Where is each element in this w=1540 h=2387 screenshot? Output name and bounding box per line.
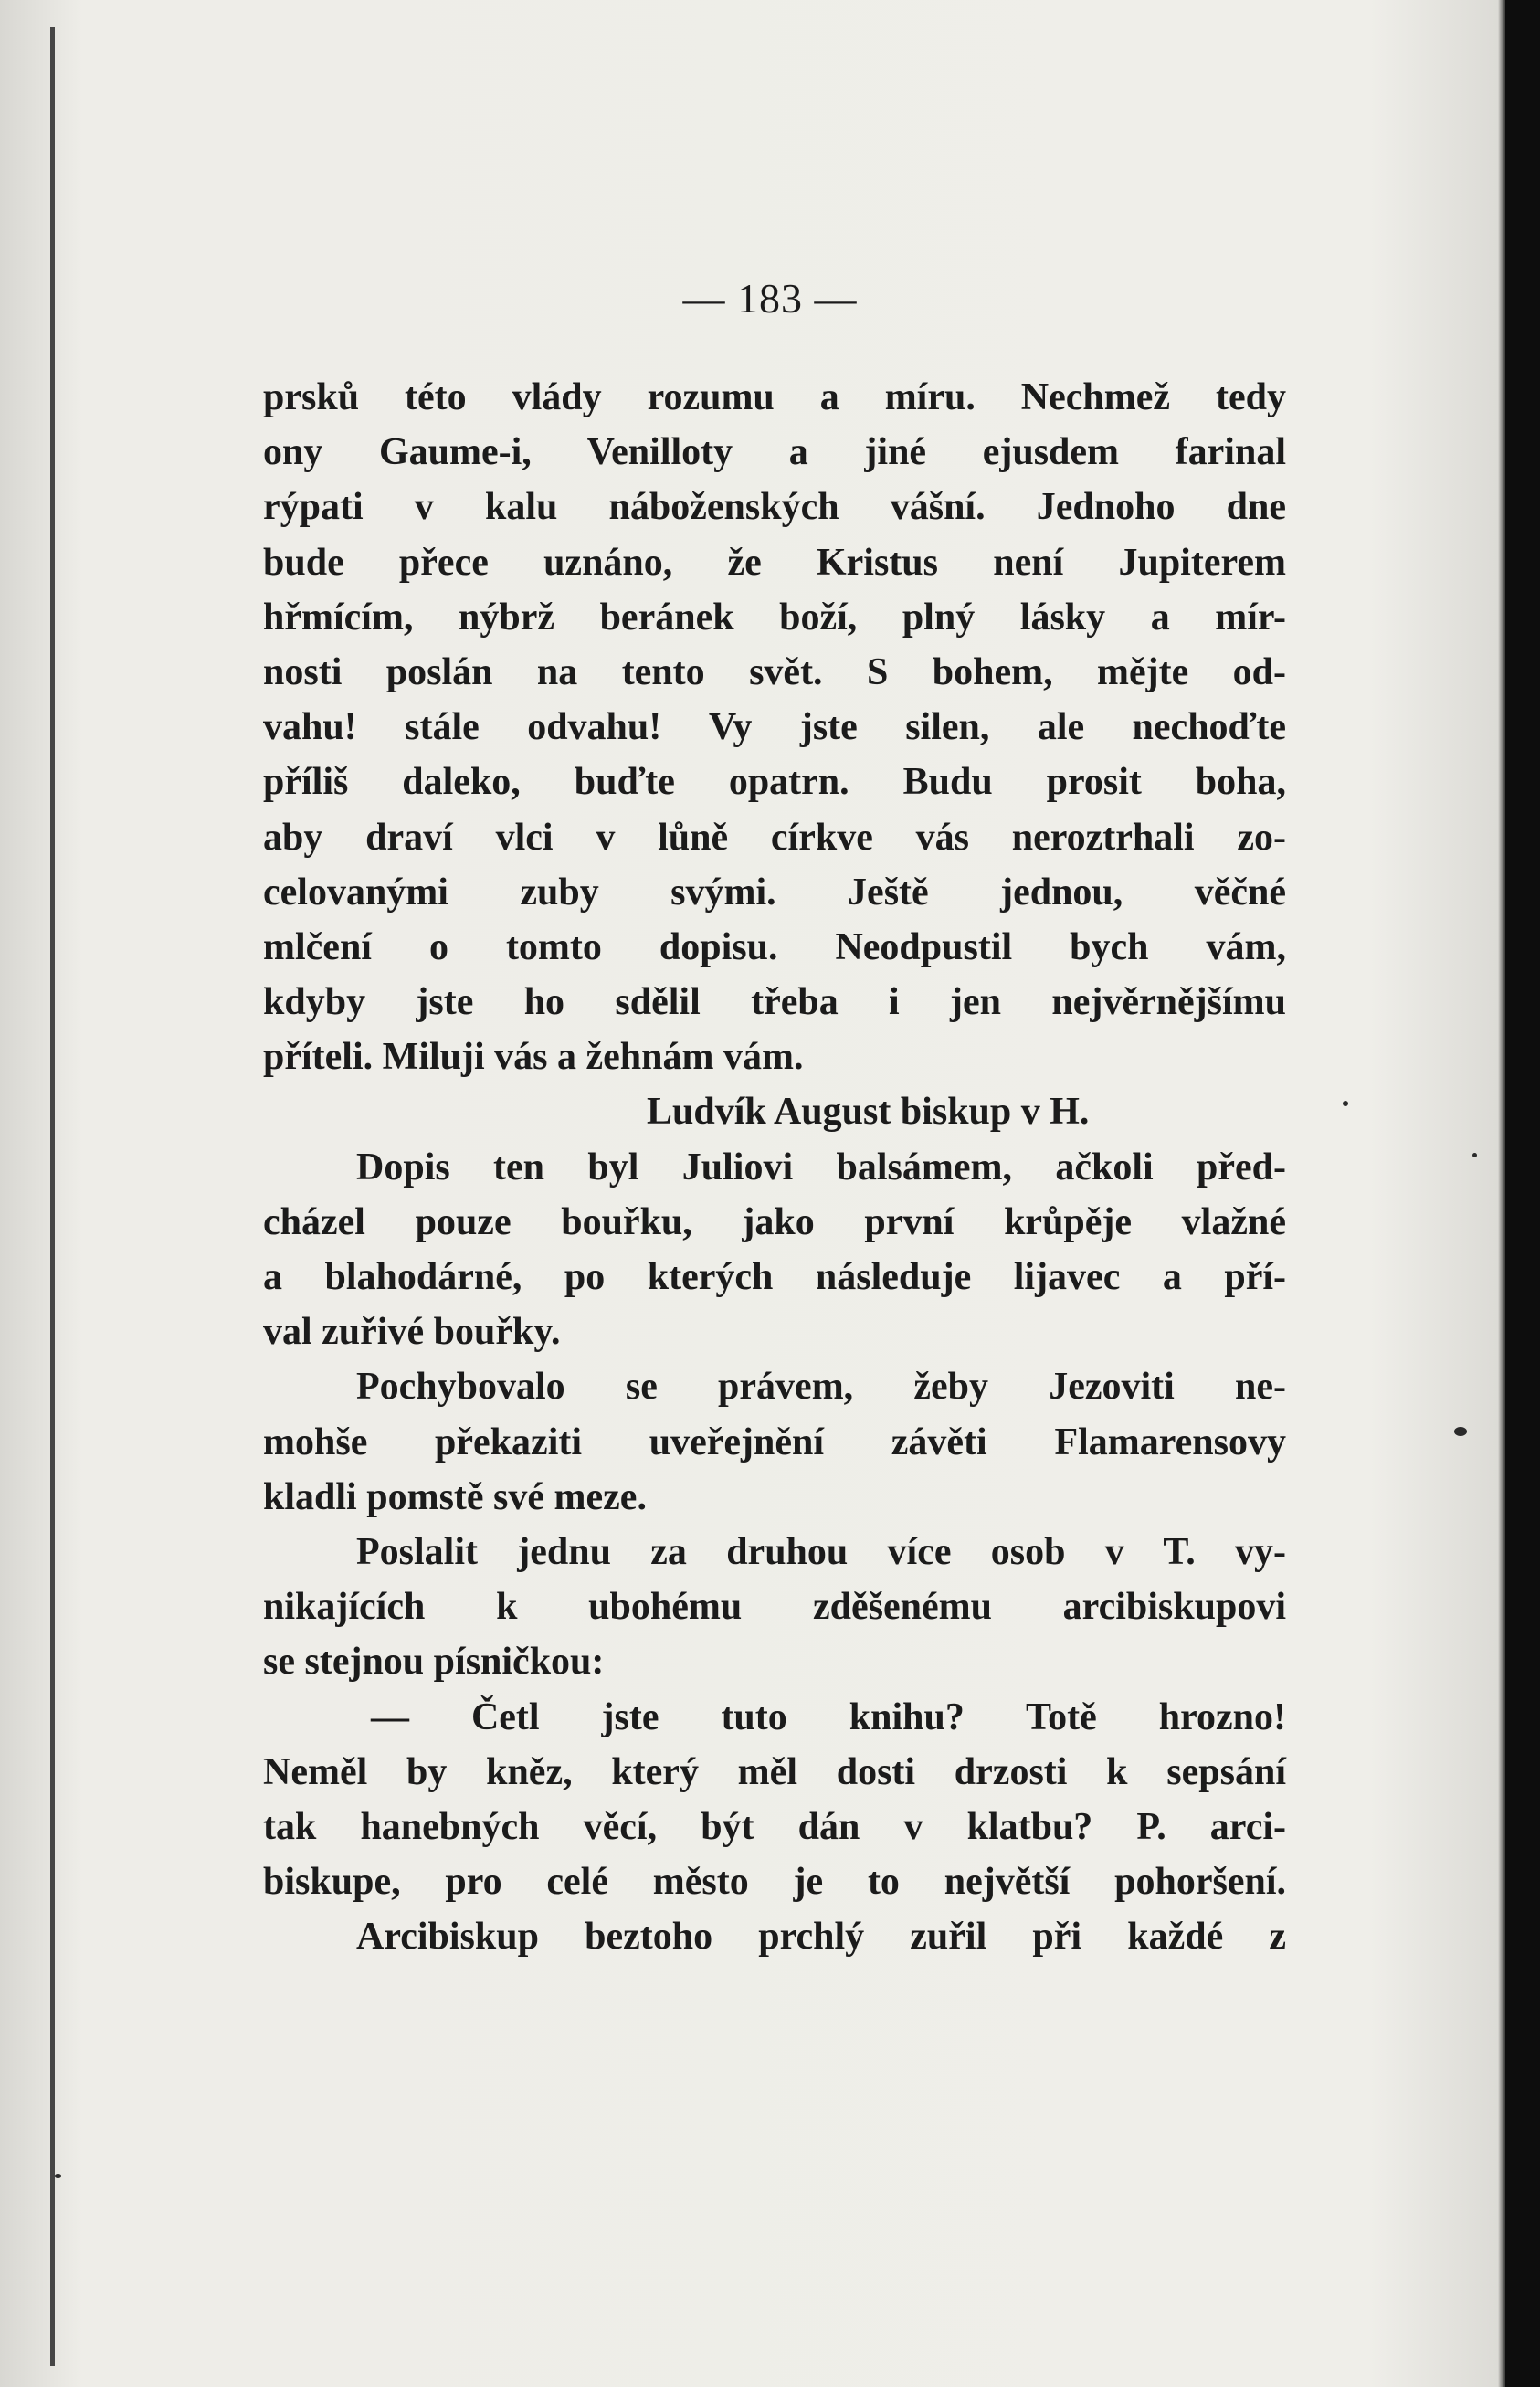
text-line: celovanými zuby svými. Ještě jednou, věčné: [263, 871, 1286, 914]
ink-speck: [1454, 1427, 1467, 1436]
paragraph-start: Poslalit jednu za druhou více osob v T. vy-: [356, 1530, 1286, 1573]
text-line: příteli. Miluji vás a žehnám vám.: [263, 1036, 804, 1079]
scan-border: [1505, 0, 1540, 2387]
ink-speck: [1343, 1101, 1348, 1106]
text-line: ony Gaume-i, Venilloty a jiné ejusdem farinal: [263, 431, 1286, 474]
text-line: příliš daleko, buďte opatrn. Budu prosit boha,: [263, 761, 1286, 804]
text-line: rýpati v kalu náboženských vášní. Jednoho dne: [263, 486, 1286, 529]
text-line: nikajících k ubohému zděšenému arcibiskupovi: [263, 1586, 1286, 1629]
text-line: kladli pomstě své meze.: [263, 1475, 647, 1518]
text-line: prsků této vlády rozumu a míru. Nechmež tedy: [263, 376, 1286, 418]
text-line: biskupe, pro celé město je to největší pohoršení.: [263, 1861, 1286, 1904]
letter-signature: Ludvík August biskup v H.: [647, 1091, 1090, 1134]
text-line: vahu! stále odvahu! Vy jste silen, ale nechoďte: [263, 706, 1286, 749]
page-number: — 183 —: [682, 275, 858, 322]
paragraph-start: Arcibiskup beztoho prchlý zuřil při každé z: [356, 1916, 1286, 1959]
paragraph-start: Pochybovalo se právem, žeby Jezoviti ne-: [356, 1366, 1286, 1409]
ink-speck: [1472, 1153, 1477, 1157]
text-line: mohše překaziti uveřejnění závěti Flamarensovy: [263, 1421, 1286, 1463]
text-line: cházel pouze bouřku, jako první krůpěje vlažné: [263, 1200, 1286, 1243]
text-line: tak hanebných věcí, být dán v klatbu? P. arci-: [263, 1805, 1286, 1848]
paragraph-start: Dopis ten byl Juliovi balsámem, ačkoli před-: [356, 1146, 1286, 1188]
ink-speck: [55, 2174, 61, 2178]
text-line: nosti poslán na tento svět. S bohem, mějte od-: [263, 650, 1286, 693]
text-line: hřmícím, nýbrž beránek boží, plný lásky a mír-: [263, 596, 1286, 639]
dialog-line: — Četl jste tuto knihu? Totě hrozno!: [371, 1695, 1286, 1738]
text-line: kdyby jste ho sdělil třeba i jen nejvěrnějšímu: [263, 981, 1286, 1024]
text-line: a blahodárné, po kterých následuje lijavec a pří-: [263, 1256, 1286, 1298]
text-line: val zuřivé bouřky.: [263, 1311, 561, 1354]
text-line: mlčení o tomto dopisu. Neodpustil bych vám,: [263, 925, 1286, 968]
binding-edge: [50, 27, 55, 2366]
text-line: se stejnou písničkou:: [263, 1641, 605, 1684]
text-line: bude přece uznáno, že Kristus není Jupiterem: [263, 541, 1286, 584]
text-line: Neměl by kněz, který měl dosti drzosti k sepsání: [263, 1750, 1286, 1793]
body-text: [263, 370, 1286, 1964]
text-line: aby draví vlci v lůně církve vás neroztrhali zo-: [263, 816, 1286, 859]
